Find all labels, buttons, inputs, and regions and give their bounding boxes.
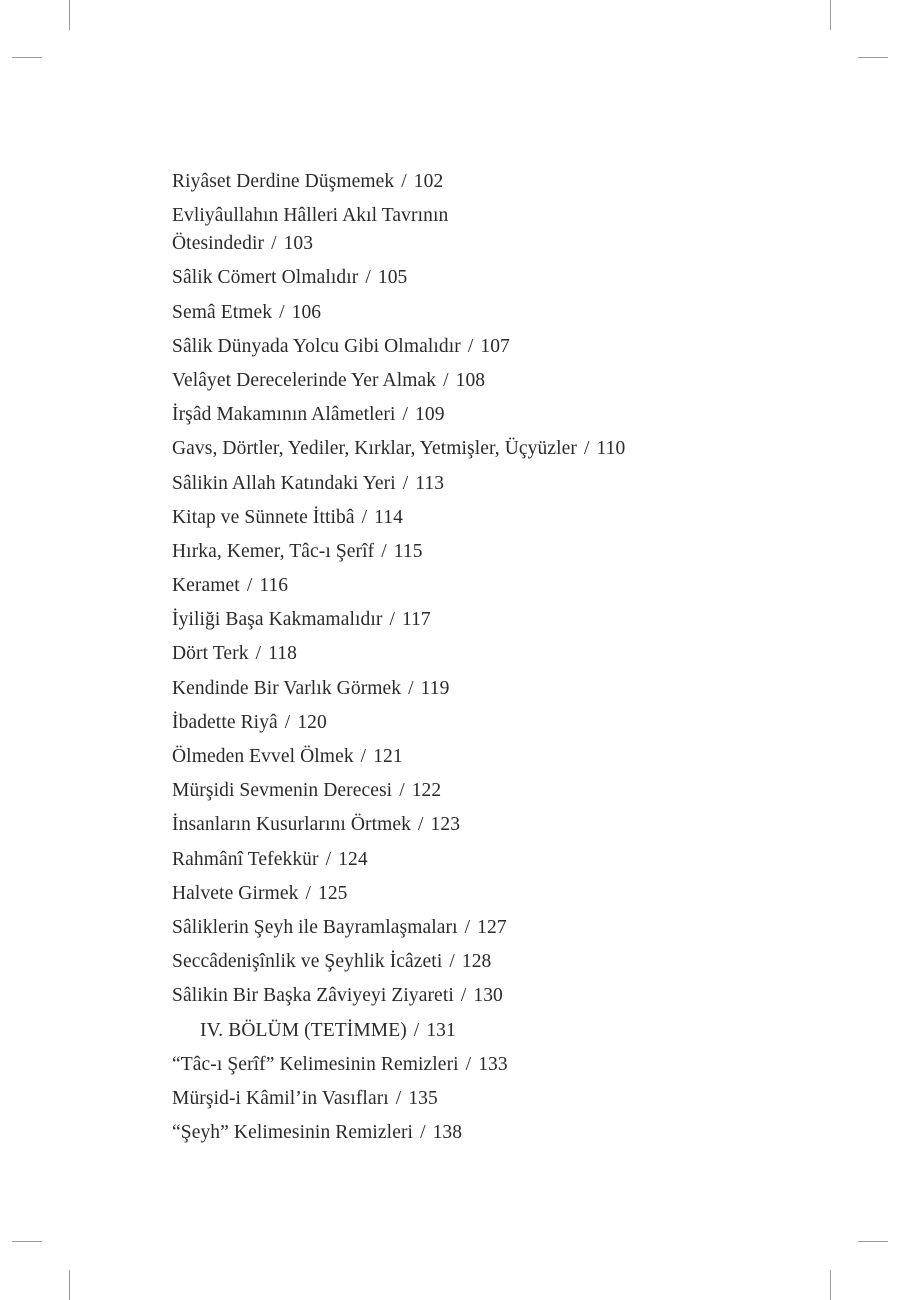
- toc-entry-separator: /: [402, 472, 409, 494]
- toc-entry: [172, 264, 732, 292]
- toc-entry-title: Hırka, Kemer, Tâc-ı Şerîf: [172, 540, 375, 562]
- toc-entry-page: 125: [317, 882, 348, 904]
- toc-entry-page: 110: [596, 438, 626, 460]
- toc-entry-page: 124: [338, 848, 368, 870]
- toc-entry-title: “Tâc-ı Şerîf” Kelimesinin Remizleri: [172, 1053, 459, 1075]
- toc-entry-title: Evliyâullahın Hâlleri Akıl Tavrının Ötesindedir: [172, 205, 449, 255]
- toc-entry-separator: /: [402, 404, 409, 426]
- toc-entry-separator: /: [449, 951, 455, 973]
- toc-entry-separator: /: [465, 1053, 472, 1075]
- toc-entry-title: Sâlik Cömert Olmalıdır: [172, 267, 359, 289]
- toc-entry-separator: /: [583, 438, 590, 460]
- toc-entry-page: 115: [393, 540, 423, 562]
- toc-entry: [172, 640, 732, 668]
- toc-entry-separator: /: [420, 1122, 426, 1144]
- toc-entry-page: 108: [455, 369, 486, 391]
- toc-entry-separator: /: [361, 506, 368, 528]
- toc-entry: [172, 538, 732, 566]
- toc-entry-page: 113: [415, 472, 445, 494]
- toc-entry: [172, 811, 732, 839]
- toc-entry-page: 102: [413, 171, 444, 192]
- toc-entry-separator: /: [271, 233, 277, 255]
- toc-entry-title: Sâlikin Bir Başka Zâviyeyi Ziyareti: [172, 985, 454, 1007]
- toc-entry-title: Sâlikin Allah Katındaki Yeri: [172, 472, 396, 494]
- toc-entry-title: Riyâset Derdine Düşmemek: [172, 171, 395, 192]
- crop-mark-bottom-right-horizontal: [858, 1241, 888, 1242]
- toc-entry-page: 127: [477, 916, 507, 938]
- toc-entry-title: İyiliği Başa Kakmamalıdır: [172, 609, 383, 631]
- crop-mark-bottom-left-vertical: [69, 1270, 70, 1300]
- toc-entry: [172, 299, 732, 327]
- toc-entry-title: Gavs, Dörtler, Yediler, Kırklar, Yetmişler, Üçyüzler: [172, 438, 577, 460]
- toc-entry-title: Rahmânî Tefekkür: [172, 848, 319, 870]
- toc-entry: [172, 572, 732, 600]
- table-of-contents: [172, 168, 732, 1153]
- toc-entry-page: 133: [478, 1053, 508, 1075]
- toc-entry: [172, 880, 732, 908]
- toc-entry-title: Keramet: [172, 575, 240, 597]
- toc-entry-title: Sâlik Dünyada Yolcu Gibi Olmalıdır: [172, 335, 461, 357]
- toc-entry-page: 128: [461, 951, 492, 973]
- crop-mark-bottom-left-horizontal: [12, 1241, 42, 1242]
- toc-entry: [172, 202, 502, 258]
- toc-entry: [172, 435, 732, 463]
- toc-entry-page: 131: [426, 1019, 456, 1041]
- toc-entry-page: 109: [415, 404, 445, 426]
- toc-entry-separator: /: [413, 1019, 420, 1041]
- toc-entry: [172, 709, 732, 737]
- toc-entry-title: “Şeyh” Kelimesinin Remizleri: [172, 1122, 414, 1144]
- toc-entry-title: İnsanların Kusurlarını Örtmek: [172, 814, 412, 836]
- toc-entry: [172, 914, 732, 942]
- toc-entry: [172, 401, 732, 429]
- toc-entry-page: 105: [377, 267, 408, 289]
- toc-entry-separator: /: [381, 540, 387, 562]
- toc-entry: [172, 1017, 732, 1045]
- toc-entry-separator: /: [246, 575, 253, 597]
- toc-entry: [172, 1085, 732, 1113]
- crop-mark-bottom-right-vertical: [830, 1270, 831, 1300]
- toc-entry: [172, 948, 732, 976]
- toc-entry-title: İrşâd Makamının Alâmetleri: [172, 404, 396, 426]
- toc-entry-title: Kitap ve Sünnete İttibâ: [172, 506, 355, 528]
- toc-entry-title: Seccâdenişînlik ve Şeyhlik İcâzeti: [172, 951, 443, 973]
- toc-entry-page: 114: [374, 506, 403, 528]
- toc-entry-page: 116: [259, 575, 289, 597]
- toc-entry-title: IV. BÖLÜM (TETİMME): [200, 1019, 407, 1041]
- toc-entry: [172, 777, 732, 805]
- toc-entry-page: 120: [297, 711, 327, 733]
- toc-entry-title: Sâliklerin Şeyh ile Bayramlaşmaları: [172, 916, 458, 938]
- toc-entry-separator: /: [467, 335, 474, 357]
- toc-entry-separator: /: [418, 814, 424, 836]
- toc-entry-page: 122: [411, 780, 442, 802]
- toc-entry-separator: /: [255, 643, 262, 665]
- toc-entry-title: Ölmeden Evvel Ölmek: [172, 746, 354, 767]
- toc-entry: [172, 367, 732, 395]
- toc-entry: [172, 168, 732, 196]
- toc-entry-separator: /: [443, 369, 449, 391]
- crop-mark-top-right-horizontal: [858, 57, 888, 58]
- toc-entry-separator: /: [401, 171, 407, 192]
- toc-entry: [172, 1119, 732, 1147]
- toc-entry-title: Mürşid-i Kâmil’in Vasıfları: [172, 1087, 389, 1109]
- toc-entry-page: 103: [283, 233, 314, 255]
- toc-entry-page: 117: [401, 609, 431, 631]
- toc-entry-page: 135: [408, 1087, 438, 1109]
- toc-entry: [172, 333, 732, 361]
- toc-entry-separator: /: [360, 746, 367, 767]
- toc-entry-page: 106: [291, 301, 322, 323]
- crop-mark-top-left-horizontal: [12, 57, 42, 58]
- toc-entry-title: Halvete Girmek: [172, 882, 299, 904]
- toc-entry-page: 107: [480, 335, 510, 357]
- toc-entry-page: 138: [432, 1122, 463, 1144]
- toc-entry-separator: /: [389, 609, 395, 631]
- toc-entry-separator: /: [279, 301, 285, 323]
- toc-entry-title: İbadette Riyâ: [172, 711, 278, 733]
- toc-entry-separator: /: [399, 780, 405, 802]
- toc-entry-page: 118: [268, 643, 297, 665]
- toc-entry-title: Semâ Etmek: [172, 301, 273, 323]
- toc-entry-title: Mürşidi Sevmenin Derecesi: [172, 780, 393, 802]
- toc-entry-title: Dört Terk: [172, 643, 249, 665]
- toc-entry-page: 130: [473, 985, 503, 1007]
- toc-entry: [172, 982, 732, 1010]
- toc-entry: [172, 504, 732, 532]
- toc-entry: [172, 846, 732, 874]
- toc-entry-title: Velâyet Derecelerinde Yer Almak: [172, 369, 437, 391]
- toc-entry-separator: /: [325, 848, 332, 870]
- toc-entry-title: Kendinde Bir Varlık Görmek: [172, 677, 402, 699]
- toc-entry-separator: /: [460, 985, 467, 1007]
- toc-entry-separator: /: [464, 916, 471, 938]
- toc-entry-separator: /: [305, 882, 311, 904]
- toc-entry: [172, 675, 732, 703]
- toc-entry-separator: /: [365, 267, 371, 289]
- toc-entry-separator: /: [284, 711, 291, 733]
- crop-mark-top-left-vertical: [69, 0, 70, 30]
- toc-entry-page: 121: [373, 746, 403, 767]
- toc-entry-page: 119: [420, 677, 450, 699]
- toc-entry: [172, 1051, 732, 1079]
- toc-entry-separator: /: [408, 677, 414, 699]
- toc-entry-page: 123: [430, 814, 461, 836]
- toc-entry: [172, 606, 732, 634]
- toc-entry-separator: /: [395, 1087, 402, 1109]
- crop-mark-top-right-vertical: [830, 0, 831, 30]
- toc-entry: [172, 743, 732, 771]
- toc-entry: [172, 470, 732, 498]
